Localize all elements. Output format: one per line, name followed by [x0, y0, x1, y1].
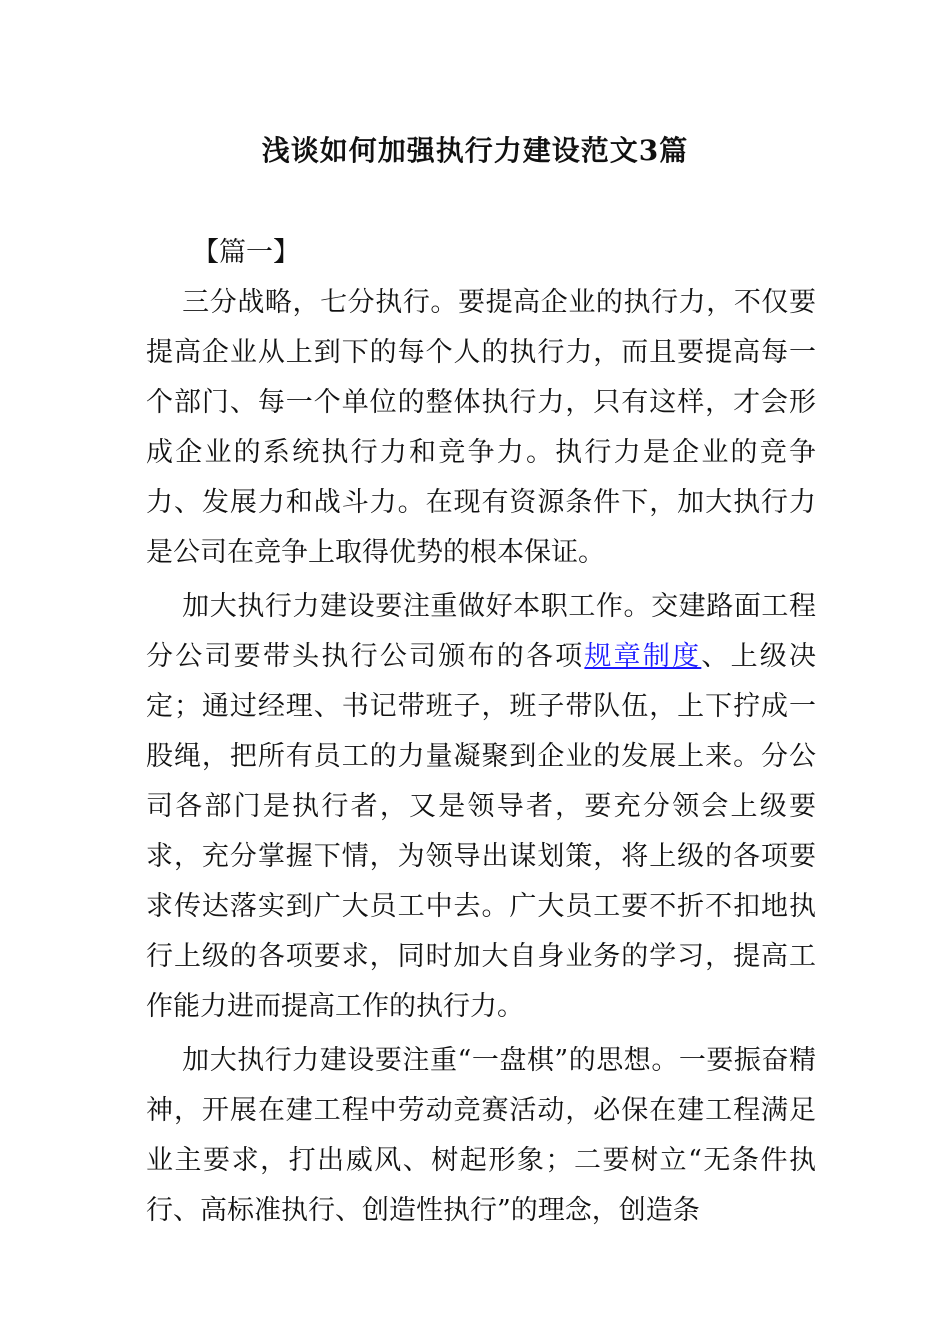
paragraph-2 [146, 582, 816, 1032]
section-heading: 【篇一】 [192, 237, 300, 268]
paragraph-2-text-after-link: 、上级决定；通过经理、书记带班子，班子带队伍，上下拧成一股绳，把所有员工的力量凝聚到企业的发展上来。分公司各部门是执行者，又是领导者，要充分领会上级要求，充分掌握下情，为领导出谋划策，将上级的各项要求传达落实到广大员工中去。广大员工要不折不扣地执行上级的各项要求，同时加大自身业务的学习，提高工作能力进而提高工作的执行力。 [146, 641, 817, 1022]
paragraph-2-text-before-link: 加大执行力建设要注重做好本职工作。交建路面工程分公司要带头执行公司颁布的各项 [146, 591, 816, 672]
paragraph-1-text: 三分战略，七分执行。要提高企业的执行力，不仅要提高企业从上到下的每个人的执行力，而且要提高每一个部门、每一个单位的整体执行力，只有这样，才会形成企业的系统执行力和竞争力。执行力是企业的竞争力、发展力和战斗力。在现有资源条件下，加大执行力是公司在竞争上取得优势的根本保证。 [146, 287, 816, 568]
paragraph-3-text: 加大执行力建设要注重“一盘棋”的思想。一要振奋精神，开展在建工程中劳动竞赛活动，必保在建工程满足业主要求，打出威风、树起形象；二要树立“无条件执行、高标准执行、创造性执行”的理念，创造条 [146, 1045, 816, 1226]
paragraph-1 [146, 278, 816, 578]
rules-regulations-link[interactable]: 规章制度 [584, 641, 702, 672]
paragraph-3 [146, 1036, 816, 1236]
document-title: 浅谈如何加强执行力建设范文3篇 [261, 134, 689, 167]
document-body [146, 228, 816, 1240]
